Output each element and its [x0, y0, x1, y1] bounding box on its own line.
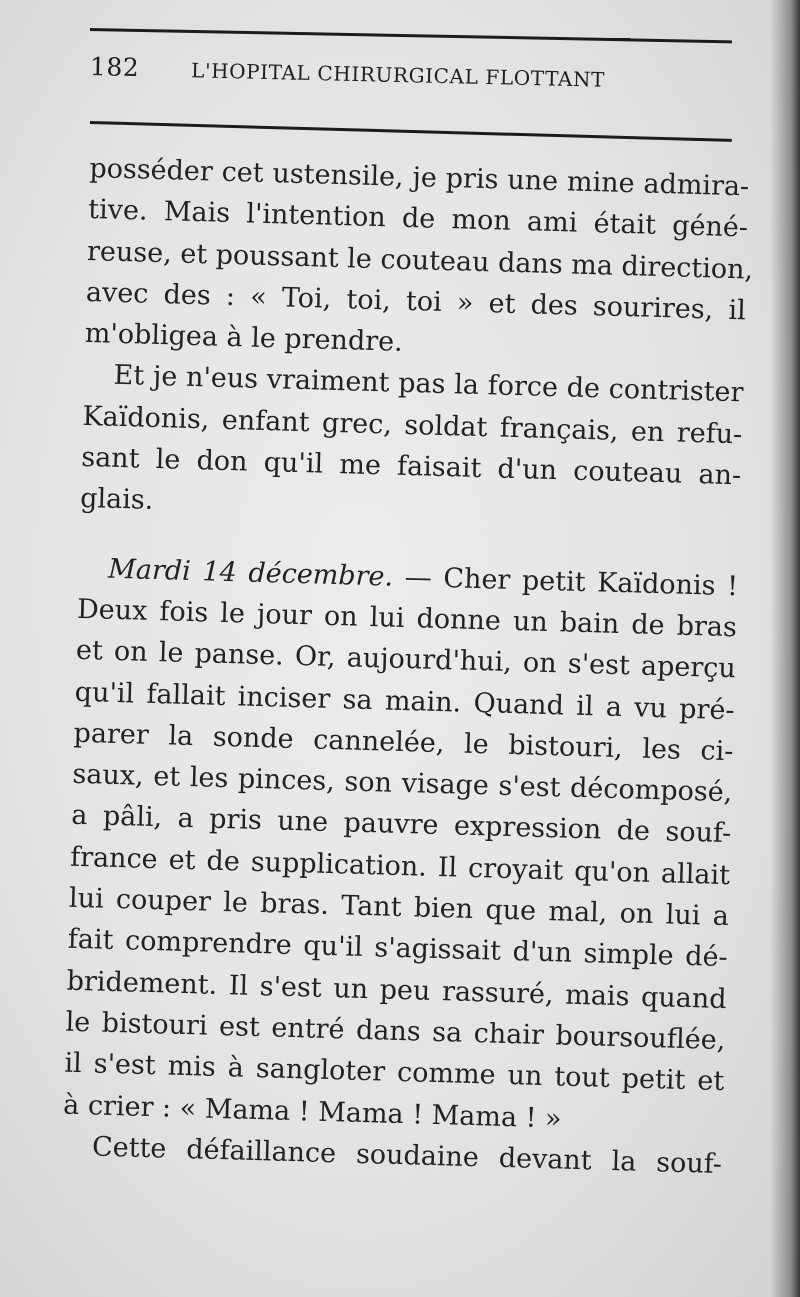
- text-line: glais.: [79, 483, 154, 517]
- text-line: Deux fois le jour on lui donne un bain de bras: [76, 593, 738, 644]
- text-line: et on le panse. Or, aujourd'hui, on s'est aperçu: [75, 635, 737, 685]
- running-header: [90, 52, 730, 96]
- running-title: L'HOPITAL CHIRURGICAL FLOTTANT: [190, 58, 606, 92]
- page-number: 182: [89, 52, 140, 83]
- text-line: qu'il fallait inciser sa main. Quand il a vu pré-: [74, 676, 735, 726]
- paragraph-1: [84, 148, 754, 373]
- page-body-text: [62, 148, 754, 1185]
- text-line: Kaïdonis, enfant grec, soldat français, en refu-: [82, 400, 743, 451]
- text-line: lui couper le bras. Tant bien que mal, on lui a: [68, 882, 730, 933]
- text-line: il s'est mis à sangloter comme un tout petit et: [63, 1047, 725, 1098]
- entry-date: Mardi 14 décembre.: [107, 553, 394, 593]
- header-short-mark: [596, 38, 630, 40]
- text-line: à crier : « Mama ! Mama ! Mama ! »: [62, 1089, 563, 1135]
- header-bottom-rule: [90, 121, 732, 142]
- text-line: Cette défaillance soudaine devant la souf-: [91, 1131, 723, 1180]
- entry-first-line-text: — Cher petit Kaïdonis !: [404, 561, 739, 602]
- text-line: france et de supplication. Il croyait qu'on allait: [69, 841, 731, 891]
- text-line: bridement. Il s'est un peu rassuré, mais quand: [66, 965, 727, 1015]
- page-edge-shadow: [770, 0, 800, 1297]
- text-line: posséder cet ustensile, je pris une mine admira-: [88, 152, 750, 203]
- text-line: sant le don qu'il me faisait d'un couteau an-: [80, 441, 742, 492]
- header-top-rule: [90, 28, 732, 43]
- text-line: reuse, et poussant le couteau dans ma direction,: [86, 235, 754, 286]
- text-line: avec des : « Toi, toi, toi » et des sourires, il: [85, 276, 747, 327]
- text-line: parer la sonde cannelée, le bistouri, les ci-: [73, 717, 734, 768]
- paragraph-3: [63, 548, 739, 1144]
- text-line: saux, et les pinces, son visage s'est décomposé,: [72, 758, 733, 809]
- text-line: tive. Mais l'intention de mon ami était géné-: [87, 194, 749, 244]
- paragraph-2: [80, 354, 744, 538]
- text-line: m'obligea à le prendre.: [84, 318, 404, 358]
- text-line: fait comprendre qu'il s'agissait d'un simple dé-: [67, 924, 729, 974]
- text-line: Et je n'eus vraiment pas la force de contrister: [113, 360, 744, 409]
- text-line: le bistouri est entré dans sa chair boursouflée,: [65, 1006, 726, 1057]
- text-line: a pâli, a pris une pauvre expression de souf-: [70, 800, 732, 850]
